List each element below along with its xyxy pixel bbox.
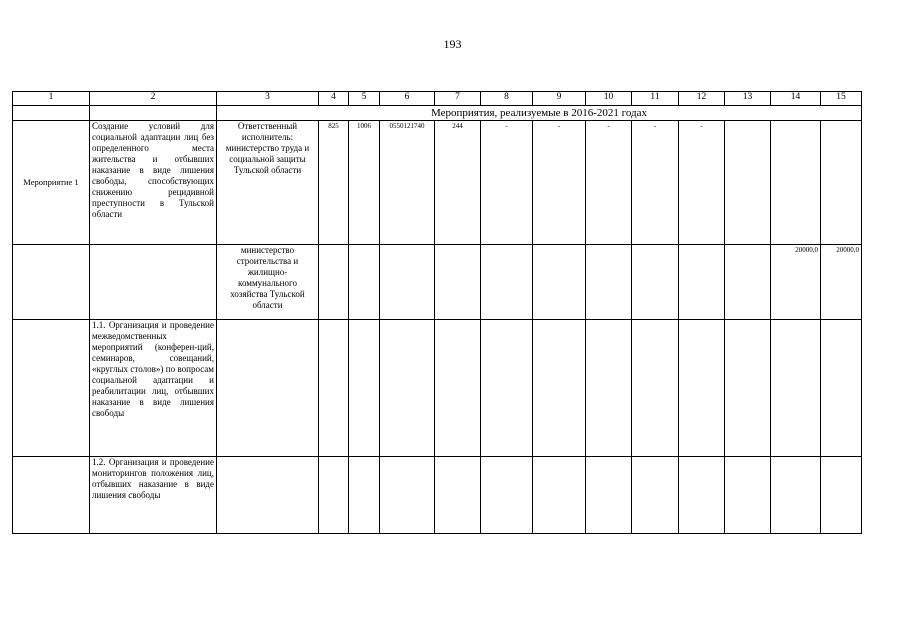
header-cell: 15 (821, 92, 862, 106)
header-cell: 5 (349, 92, 380, 106)
activity-label: Мероприятие 1 (13, 121, 90, 245)
amount-cell: 20000,0 (821, 245, 862, 320)
subactivity-description: 1.1. Организация и проведение межведомственных мероприятий (конферен-ций, семинаров, совещаний, «круглых столов») по вопросам социальной адаптации и реабилитации лиц, отбывших наказание в виде лишения свободы (90, 320, 217, 457)
header-cell: 2 (90, 92, 217, 106)
header-cell: 7 (435, 92, 481, 106)
activities-table (12, 91, 862, 534)
header-cell: 9 (533, 92, 586, 106)
table-row (13, 320, 862, 457)
header-cell: 11 (632, 92, 679, 106)
section-title: Мероприятия, реализуемые в 2016-2021 годах (217, 106, 862, 121)
value-cell: - (679, 121, 725, 245)
code-cell: 825 (319, 121, 349, 245)
header-cell: 12 (679, 92, 725, 106)
page-number: 193 (443, 37, 462, 51)
header-cell: 1 (13, 92, 90, 106)
amount-cell: 20000,0 (771, 245, 821, 320)
table-row (13, 457, 862, 534)
code-cell: 1006 (349, 121, 380, 245)
header-row (13, 92, 862, 106)
header-cell: 4 (319, 92, 349, 106)
header-cell: 14 (771, 92, 821, 106)
value-cell: - (586, 121, 632, 245)
subactivity-description: 1.2. Организация и проведение мониторингов положения лиц, отбывших наказание в виде лишения свободы (90, 457, 217, 534)
value-cell: - (632, 121, 679, 245)
executor-cell: министерство строительства и жилищно-коммунального хозяйства Тульской области (217, 245, 319, 320)
section-title-row (13, 106, 862, 121)
header-cell: 8 (481, 92, 533, 106)
header-cell: 6 (380, 92, 435, 106)
header-cell: 3 (217, 92, 319, 106)
value-cell: - (481, 121, 533, 245)
table-row (13, 121, 862, 245)
code-cell: 244 (435, 121, 481, 245)
code-cell: 0550121740 (380, 121, 435, 245)
executor-cell: Ответственный исполнитель: министерство труда и социальной защиты Тульской области (217, 121, 319, 245)
activity-description: Создание условий для социальной адаптации лиц без определенного места жительства и отбывших наказание в виде лишения свободы, способствующих снижению рецидивной преступности в Тульской области (90, 121, 217, 245)
table-row (13, 245, 862, 320)
header-cell: 10 (586, 92, 632, 106)
header-cell: 13 (725, 92, 771, 106)
value-cell: - (533, 121, 586, 245)
